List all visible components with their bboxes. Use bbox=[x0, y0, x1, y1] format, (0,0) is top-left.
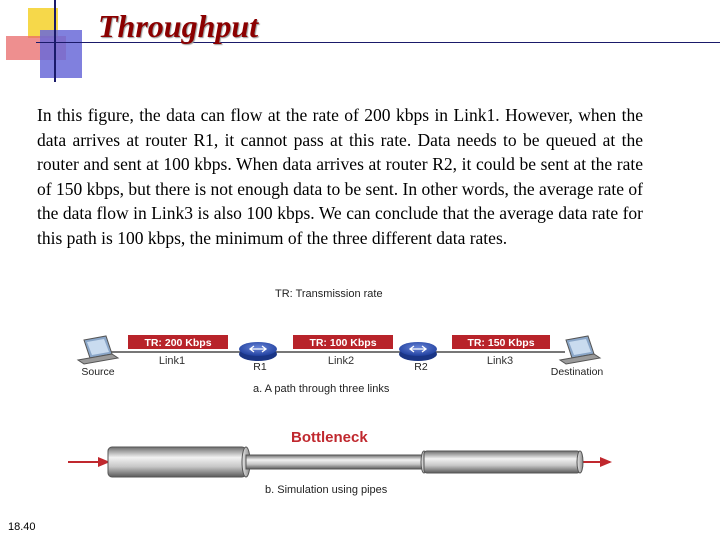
decor-blue-square bbox=[40, 30, 82, 78]
caption-b: b. Simulation using pipes bbox=[265, 484, 388, 496]
pipe-link1 bbox=[108, 447, 250, 477]
link2-rate: TR: 100 Kbps bbox=[309, 337, 377, 349]
slide-body: In this figure, the data can flow at the rate of 200 kbps in Link1. However, when the data arrives at router R1, it cannot pass at this rate. Data needs to be queued at the router and sent at 100 kbps. When data arrives at router R2, it could be sent at the rate of 150 kbps, but there is not enough data to be sent. In other words, the average rate of the data flow in Link3 is also 100 kbps. We can conclude that the average data rate for this path is 100 kbps, the minimum of the three different data rates. bbox=[37, 105, 644, 248]
pipe-link3 bbox=[421, 451, 583, 473]
slide-number: 18.40 bbox=[8, 521, 36, 533]
destination-laptop-icon bbox=[560, 336, 600, 364]
bottleneck-label: Bottleneck bbox=[291, 429, 368, 446]
link1-rate: TR: 200 Kbps bbox=[144, 337, 212, 349]
pipe-link2 bbox=[246, 455, 424, 469]
router-r2-label: R2 bbox=[414, 361, 428, 373]
source-laptop-icon bbox=[78, 336, 118, 364]
caption-a: a. A path through three links bbox=[253, 383, 390, 395]
legend-text: TR: Transmission rate bbox=[275, 288, 383, 300]
link3-rate: TR: 150 Kbps bbox=[467, 337, 535, 349]
link1-name: Link1 bbox=[158, 355, 186, 367]
router-r1-label: R1 bbox=[253, 361, 267, 373]
router-r1-icon bbox=[239, 342, 277, 361]
decor-vertical-line bbox=[54, 0, 56, 82]
destination-label: Destination bbox=[550, 366, 604, 378]
router-r2-icon bbox=[399, 342, 437, 361]
link2-name: Link2 bbox=[327, 355, 355, 367]
link3-name: Link3 bbox=[486, 355, 514, 367]
arrow-right-icon bbox=[600, 457, 612, 467]
slide-title: Throughput bbox=[98, 8, 259, 44]
source-label: Source bbox=[81, 366, 115, 378]
throughput-figure bbox=[60, 282, 620, 507]
